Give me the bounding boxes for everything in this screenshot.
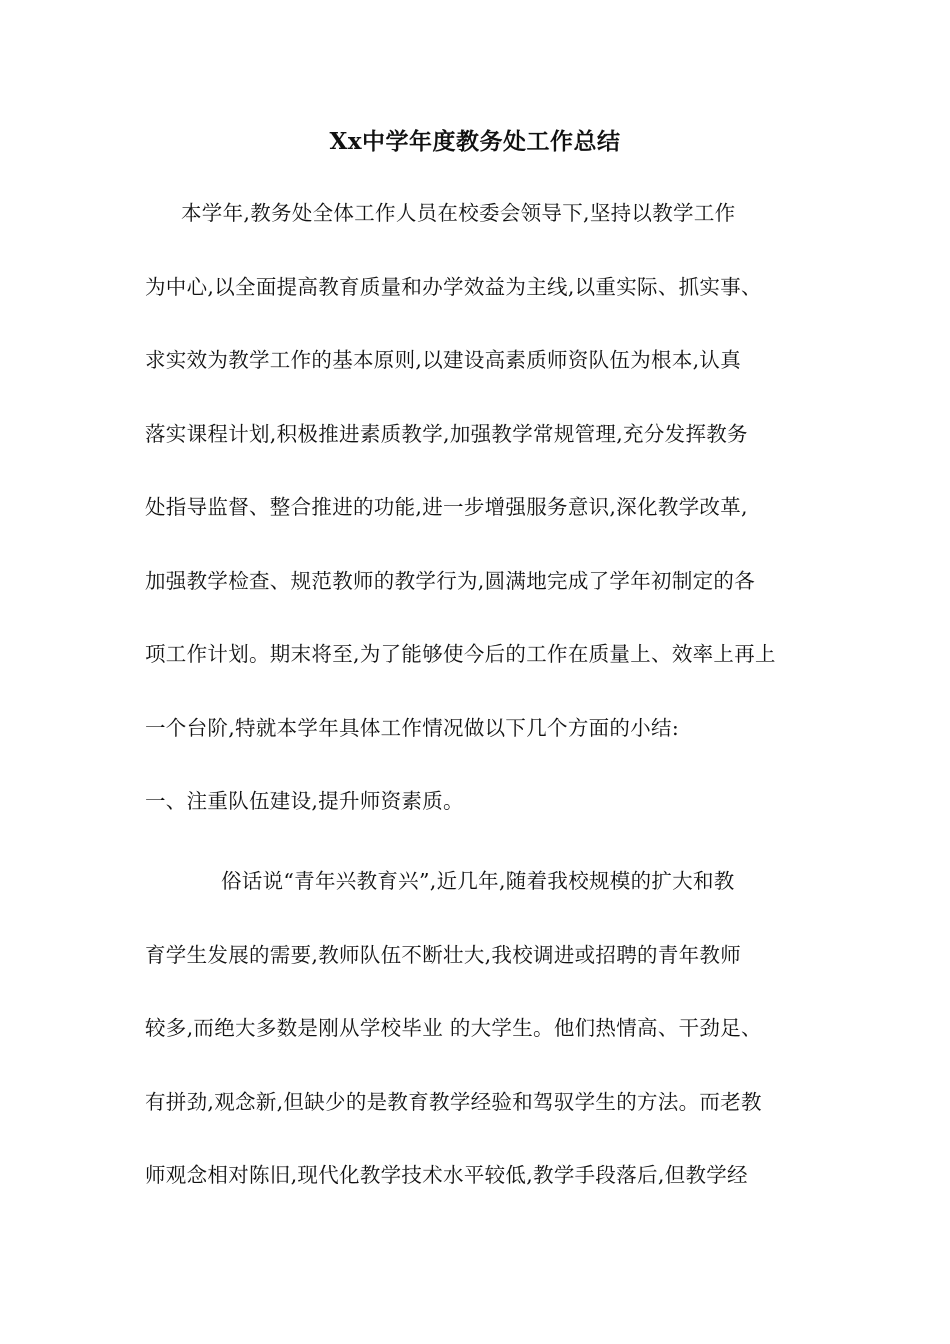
body-line: 本学年,教务处全体工作人员在校委会领导下,坚持以教学工作: [181, 201, 736, 225]
body-line: 师观念相对陈旧,现代化教学技术水平较低,教学手段落后,但教学经: [145, 1163, 748, 1187]
body-line: 较多,而绝大多数是刚从学校毕业 的大学生。他们热情高、干劲足、: [145, 1016, 762, 1040]
body-line: 有拼劲,观念新,但缺少的是教育教学经验和驾驭学生的方法。而老教: [145, 1090, 762, 1114]
body-line: 育学生发展的需要,教师队伍不断壮大,我校调进或招聘的青年教师: [145, 943, 742, 967]
body-line: 求实效为教学工作的基本原则,以建设高素质师资队伍为根本,认真: [145, 348, 742, 372]
document-title: Xx中学年度教务处工作总结: [329, 128, 621, 155]
body-line: 项工作计划。期末将至,为了能够使今后的工作在质量上、效率上再上: [145, 642, 776, 666]
body-line: 为中心,以全面提高教育质量和办学效益为主线,以重实际、抓实事、: [145, 275, 762, 299]
body-line: 加强教学检查、规范教师的教学行为,圆满地完成了学年初制定的各: [145, 569, 756, 593]
section-heading: 一、注重队伍建设,提升师资素质。: [145, 789, 464, 813]
body-line: 俗话说“青年兴教育兴”,近几年,随着我校规模的扩大和教: [221, 869, 735, 893]
body-line: 一个台阶,特就本学年具体工作情况做以下几个方面的小结:: [145, 716, 680, 740]
body-line: 落实课程计划,积极推进素质教学,加强教学常规管理,充分发挥教务: [145, 422, 748, 446]
body-line: 处指导监督、整合推进的功能,进一步增强服务意识,深化教学改革,: [145, 495, 748, 519]
